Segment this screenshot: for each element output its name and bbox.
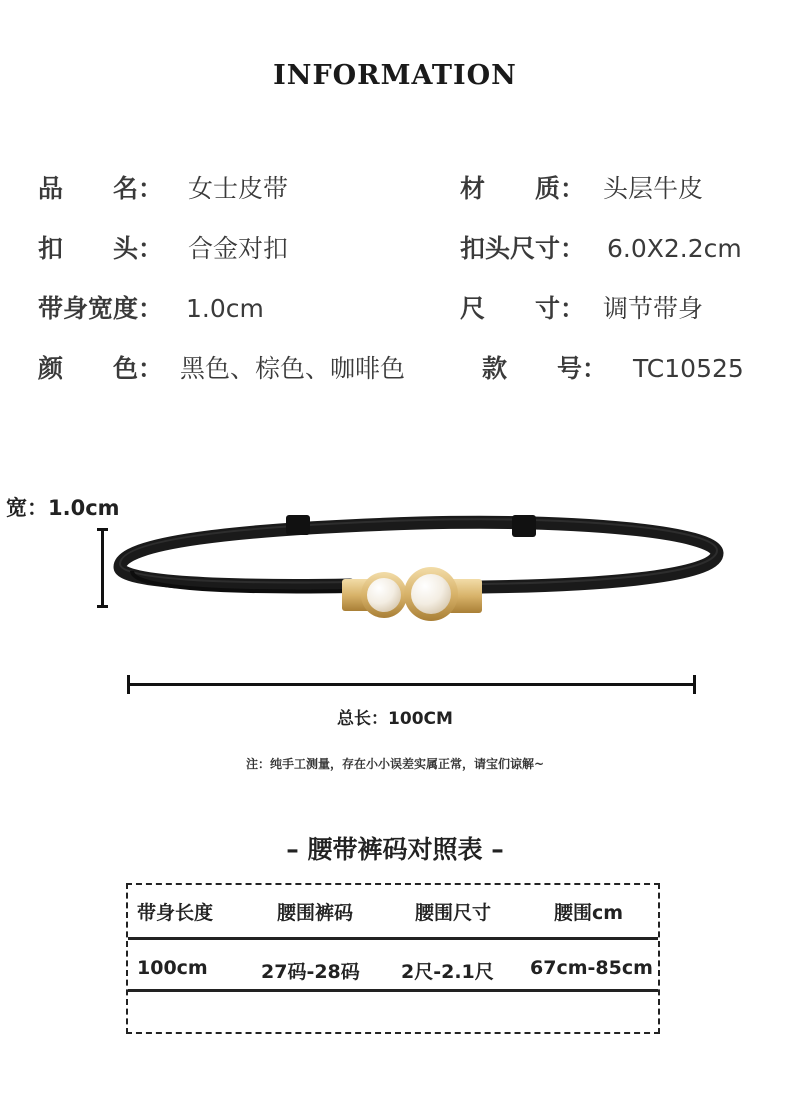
spec-buckle-value: 合金对扣: [188, 234, 289, 263]
spec-buckle-label: 扣 头：: [38, 234, 164, 263]
table-header-cell: 腰围尺寸: [415, 902, 492, 924]
spec-name-value: 女士皮带: [188, 174, 289, 203]
spec-size-value: 调节带身: [603, 294, 704, 323]
table-cell: 2尺-2.1尺: [401, 961, 494, 983]
belt-keeper-right: [512, 515, 536, 537]
table-cell: 27码-28码: [261, 961, 360, 983]
spec-strap-width-label: 带身宽度：: [38, 294, 164, 323]
spec-color-label: 颜 色：: [38, 354, 164, 383]
table-row-divider: [128, 989, 658, 992]
table-header-divider: [128, 937, 658, 940]
table-cell: 67cm-85cm: [530, 957, 653, 979]
spec-name-label: 品 名：: [38, 174, 164, 203]
spec-buckle-size-label: 扣头尺寸：: [460, 234, 586, 263]
table-header-cell: 腰围cm: [554, 902, 624, 924]
size-table-title: – 腰带裤码对照表 –: [286, 835, 504, 864]
length-bar-right-cap: [693, 675, 696, 694]
width-label: 宽：1.0cm: [6, 496, 120, 520]
length-bar: [128, 683, 696, 686]
width-bar: [101, 530, 104, 607]
measurement-note: 注：纯手工测量，存在小小误差实属正常，请宝们谅解~: [245, 757, 545, 771]
width-bar-bottom-cap: [97, 605, 108, 608]
spec-size-label: 尺 寸：: [460, 294, 586, 323]
belt-keeper-left: [286, 515, 310, 535]
table-header-cell: 带身长度: [137, 902, 214, 924]
total-length-label: 总长：100CM: [337, 709, 453, 729]
table-header-cell: 腰围裤码: [277, 902, 354, 924]
size-table: [126, 883, 660, 1034]
spec-buckle-size-value: 6.0X2.2cm: [607, 234, 742, 263]
page-title: INFORMATION: [273, 60, 517, 91]
spec-strap-width-value: 1.0cm: [186, 294, 264, 323]
table-cell: 100cm: [137, 957, 208, 979]
spec-model-value: TC10525: [633, 354, 744, 383]
pearl-buckle: [342, 567, 482, 621]
spec-material-label: 材 质：: [460, 174, 586, 203]
spec-material-value: 头层牛皮: [603, 174, 704, 203]
belt-image: [110, 505, 730, 630]
spec-color-value: 黑色、棕色、咖啡色: [180, 354, 406, 383]
spec-model-label: 款 号：: [482, 354, 608, 383]
